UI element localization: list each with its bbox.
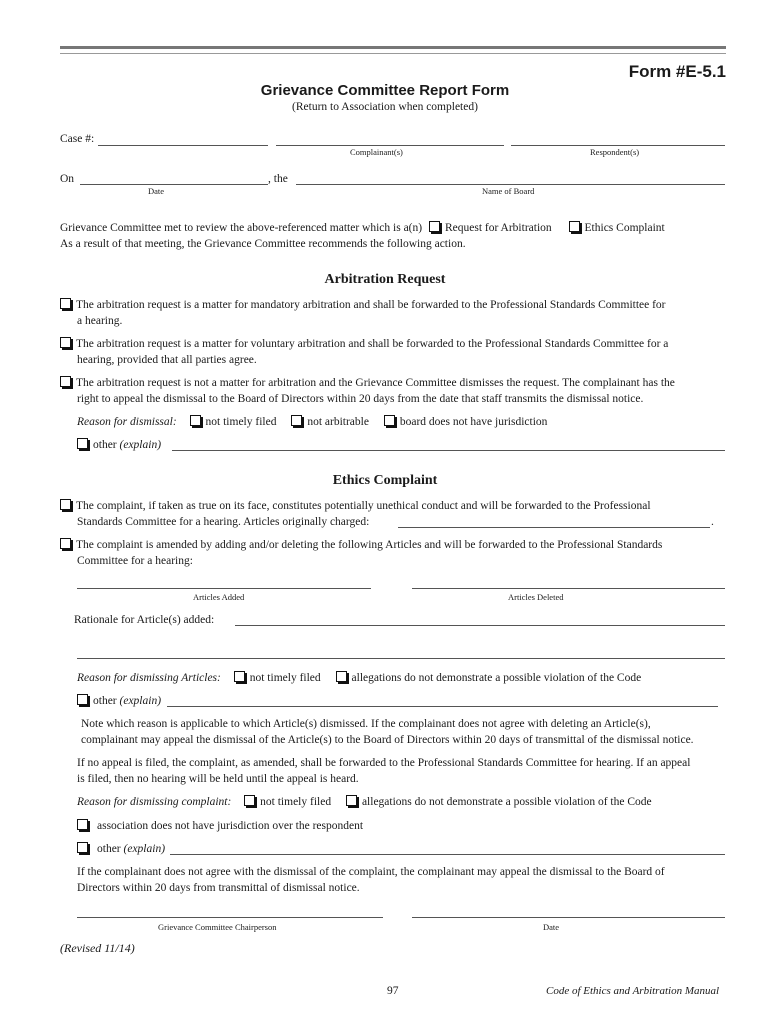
articles-other-row	[77, 693, 161, 709]
amend-line-2: Committee for a hearing:	[77, 555, 193, 567]
forward-line-1: The complaint, if taken as true on its face, constitutes potentially unethical conduct and will be forwarded to the Professional	[76, 500, 651, 512]
rationale-label: Rationale for Article(s) added:	[74, 614, 215, 626]
complaint-allegations-label: allegations do not demonstrate a possible violation of the Code	[361, 796, 652, 808]
ethics-forward-checkbox[interactable]	[60, 499, 71, 510]
association-jurisdiction-label: association does not have jurisdiction over the respondent	[97, 820, 364, 832]
board-name-field[interactable]	[296, 184, 725, 185]
ethics-forward-item	[60, 498, 651, 514]
date-field[interactable]	[80, 184, 268, 185]
not-arbitrable-label: not arbitrable	[307, 416, 369, 428]
dismiss-arbitration-item	[60, 375, 675, 391]
articles-not-timely-checkbox[interactable]	[234, 671, 245, 682]
articles-added-field[interactable]	[77, 588, 371, 589]
arb-other-label: other	[93, 439, 117, 451]
note-line-1: Note which reason is applicable to which Article(s) dismissed. If the complainant does not agree with deleting an Article(s),	[81, 718, 651, 730]
noappeal-line-2: is filed, then no hearing will be held until the appeal is heard.	[77, 773, 359, 785]
articles-reason-label: Reason for dismissing Articles:	[77, 672, 221, 684]
ethics-complaint-checkbox[interactable]	[569, 221, 580, 232]
complaint-not-timely-label: not timely filed	[260, 796, 332, 808]
voluntary-arbitration-item	[60, 336, 668, 352]
dismiss-line-2: right to appeal the dismissal to the Board of Directors within 20 days from the date that staff transmits the dismissal notice.	[77, 393, 644, 405]
ethics-heading: Ethics Complaint	[332, 473, 438, 488]
arb-other-checkbox[interactable]	[77, 438, 88, 449]
form-subtitle: (Return to Association when completed)	[292, 101, 478, 113]
arbitration-heading: Arbitration Request	[324, 272, 446, 287]
complaint-explain-label: (explain)	[123, 843, 166, 855]
articles-explain-label: (explain)	[119, 695, 162, 707]
mandatory-arbitration-checkbox[interactable]	[60, 298, 71, 309]
articles-allegations-label: allegations do not demonstrate a possible violation of the Code	[351, 672, 642, 684]
arb-explain-label: (explain)	[119, 439, 162, 451]
forward-line-2: Standards Committee for a hearing. Articles originally charged:	[77, 516, 370, 528]
form-title: Grievance Committee Report Form	[260, 82, 510, 99]
articles-deleted-field[interactable]	[412, 588, 725, 589]
intro-line-2: As a result of that meeting, the Grievance Committee recommends the following action.	[60, 238, 466, 250]
articles-not-timely-label: not timely filed	[249, 672, 321, 684]
complaint-other-explain-field[interactable]	[170, 854, 725, 855]
arb-other-explain-field[interactable]	[172, 450, 725, 451]
voluntary-line-2: hearing, provided that all parties agree.	[77, 354, 257, 366]
form-number: Form #E-5.1	[628, 62, 726, 81]
rationale-field-2[interactable]	[77, 658, 725, 659]
complainants-field[interactable]	[276, 145, 504, 146]
date-label: Date	[148, 186, 165, 196]
mandatory-line-1: The arbitration request is a matter for mandatory arbitration and shall be forwarded to the Professional Standards Committee for	[76, 299, 666, 311]
case-number-field[interactable]	[98, 145, 268, 146]
ethics-option-label: Ethics Complaint	[584, 222, 665, 234]
complainants-label: Complainant(s)	[350, 147, 403, 157]
manual-title: Code of Ethics and Arbitration Manual	[546, 985, 720, 997]
articles-charged-field[interactable]	[398, 527, 710, 528]
arbitration-reason-row	[77, 414, 547, 430]
not-arbitrable-checkbox[interactable]	[291, 415, 302, 426]
disagree-line-2: Directors within 20 days from transmittal of dismissal notice.	[77, 882, 360, 894]
voluntary-arbitration-checkbox[interactable]	[60, 337, 71, 348]
no-jurisdiction-checkbox[interactable]	[384, 415, 395, 426]
ethics-amend-item	[60, 537, 662, 553]
amend-line-1: The complaint is amended by adding and/or deleting the following Articles and will be forwarded to the Professional Standards	[76, 539, 663, 551]
case-label: Case #:	[60, 133, 95, 145]
complaint-reason-row	[77, 794, 652, 810]
articles-other-checkbox[interactable]	[77, 694, 88, 705]
rationale-field-1[interactable]	[235, 625, 725, 626]
arb-not-timely-checkbox[interactable]	[190, 415, 201, 426]
noappeal-line-1: If no appeal is filed, the complaint, as amended, shall be forwarded to the Professional Standards Committee for hearing. If an appeal	[77, 757, 691, 769]
board-label: Name of Board	[482, 186, 535, 196]
voluntary-line-1: The arbitration request is a matter for voluntary arbitration and shall be forwarded to the Professional Standards Committee for a	[76, 338, 669, 350]
complaint-not-timely-checkbox[interactable]	[244, 795, 255, 806]
the-label: , the	[268, 173, 288, 185]
articles-other-explain-field[interactable]	[167, 706, 718, 707]
disagree-line-1: If the complainant does not agree with the dismissal of the complaint, the complainant may appeal the dismissal to the Board of	[77, 866, 665, 878]
mandatory-line-2: a hearing.	[77, 315, 123, 327]
ethics-amend-checkbox[interactable]	[60, 538, 71, 549]
articles-other-label: other	[93, 695, 117, 707]
respondents-label: Respondent(s)	[590, 147, 640, 157]
page-number: 97	[387, 985, 399, 997]
no-jurisdiction-label: board does not have jurisdiction	[399, 416, 548, 428]
arb-not-timely-label: not timely filed	[205, 416, 277, 428]
articles-added-label: Articles Added	[193, 592, 245, 602]
articles-allegations-checkbox[interactable]	[336, 671, 347, 682]
on-label: On	[60, 173, 75, 185]
note-line-2: complainant may appeal the dismissal of the Article(s) to the Board of Directors within 20 days of transmittal of the dismissal notice.	[81, 734, 694, 746]
complaint-reason-label: Reason for dismissing complaint:	[77, 796, 232, 808]
articles-reason-row	[77, 670, 641, 686]
arbitration-other-row	[77, 437, 161, 453]
complaint-allegations-checkbox[interactable]	[346, 795, 357, 806]
intro-line-1	[60, 220, 665, 236]
association-jurisdiction-row	[77, 818, 363, 834]
signature-date-label: Date	[543, 922, 560, 932]
forward-line-2-end: .	[711, 516, 714, 528]
mandatory-arbitration-item	[60, 297, 666, 313]
complaint-other-label: other	[97, 843, 121, 855]
arbitration-option-label: Request for Arbitration	[444, 222, 552, 234]
arbitration-request-checkbox[interactable]	[429, 221, 440, 232]
chairperson-signature-field[interactable]	[77, 917, 383, 918]
association-jurisdiction-checkbox[interactable]	[77, 819, 88, 830]
dismiss-line-1: The arbitration request is not a matter for arbitration and the Grievance Committee dismisses the request. The complainant has the	[76, 377, 675, 389]
respondents-field[interactable]	[511, 145, 725, 146]
signature-date-field[interactable]	[412, 917, 725, 918]
chairperson-label: Grievance Committee Chairperson	[158, 922, 277, 932]
arbitration-reason-label: Reason for dismissal:	[77, 416, 177, 428]
top-rule-thick	[60, 46, 726, 49]
articles-deleted-label: Articles Deleted	[508, 592, 564, 602]
complaint-other-checkbox[interactable]	[77, 842, 88, 853]
dismiss-arbitration-checkbox[interactable]	[60, 376, 71, 387]
intro-text: Grievance Committee met to review the above-referenced matter which is a(n)	[60, 222, 423, 234]
complaint-other-row	[77, 841, 165, 857]
top-rule-thin	[60, 53, 726, 54]
revised-date: (Revised 11/14)	[60, 941, 135, 955]
